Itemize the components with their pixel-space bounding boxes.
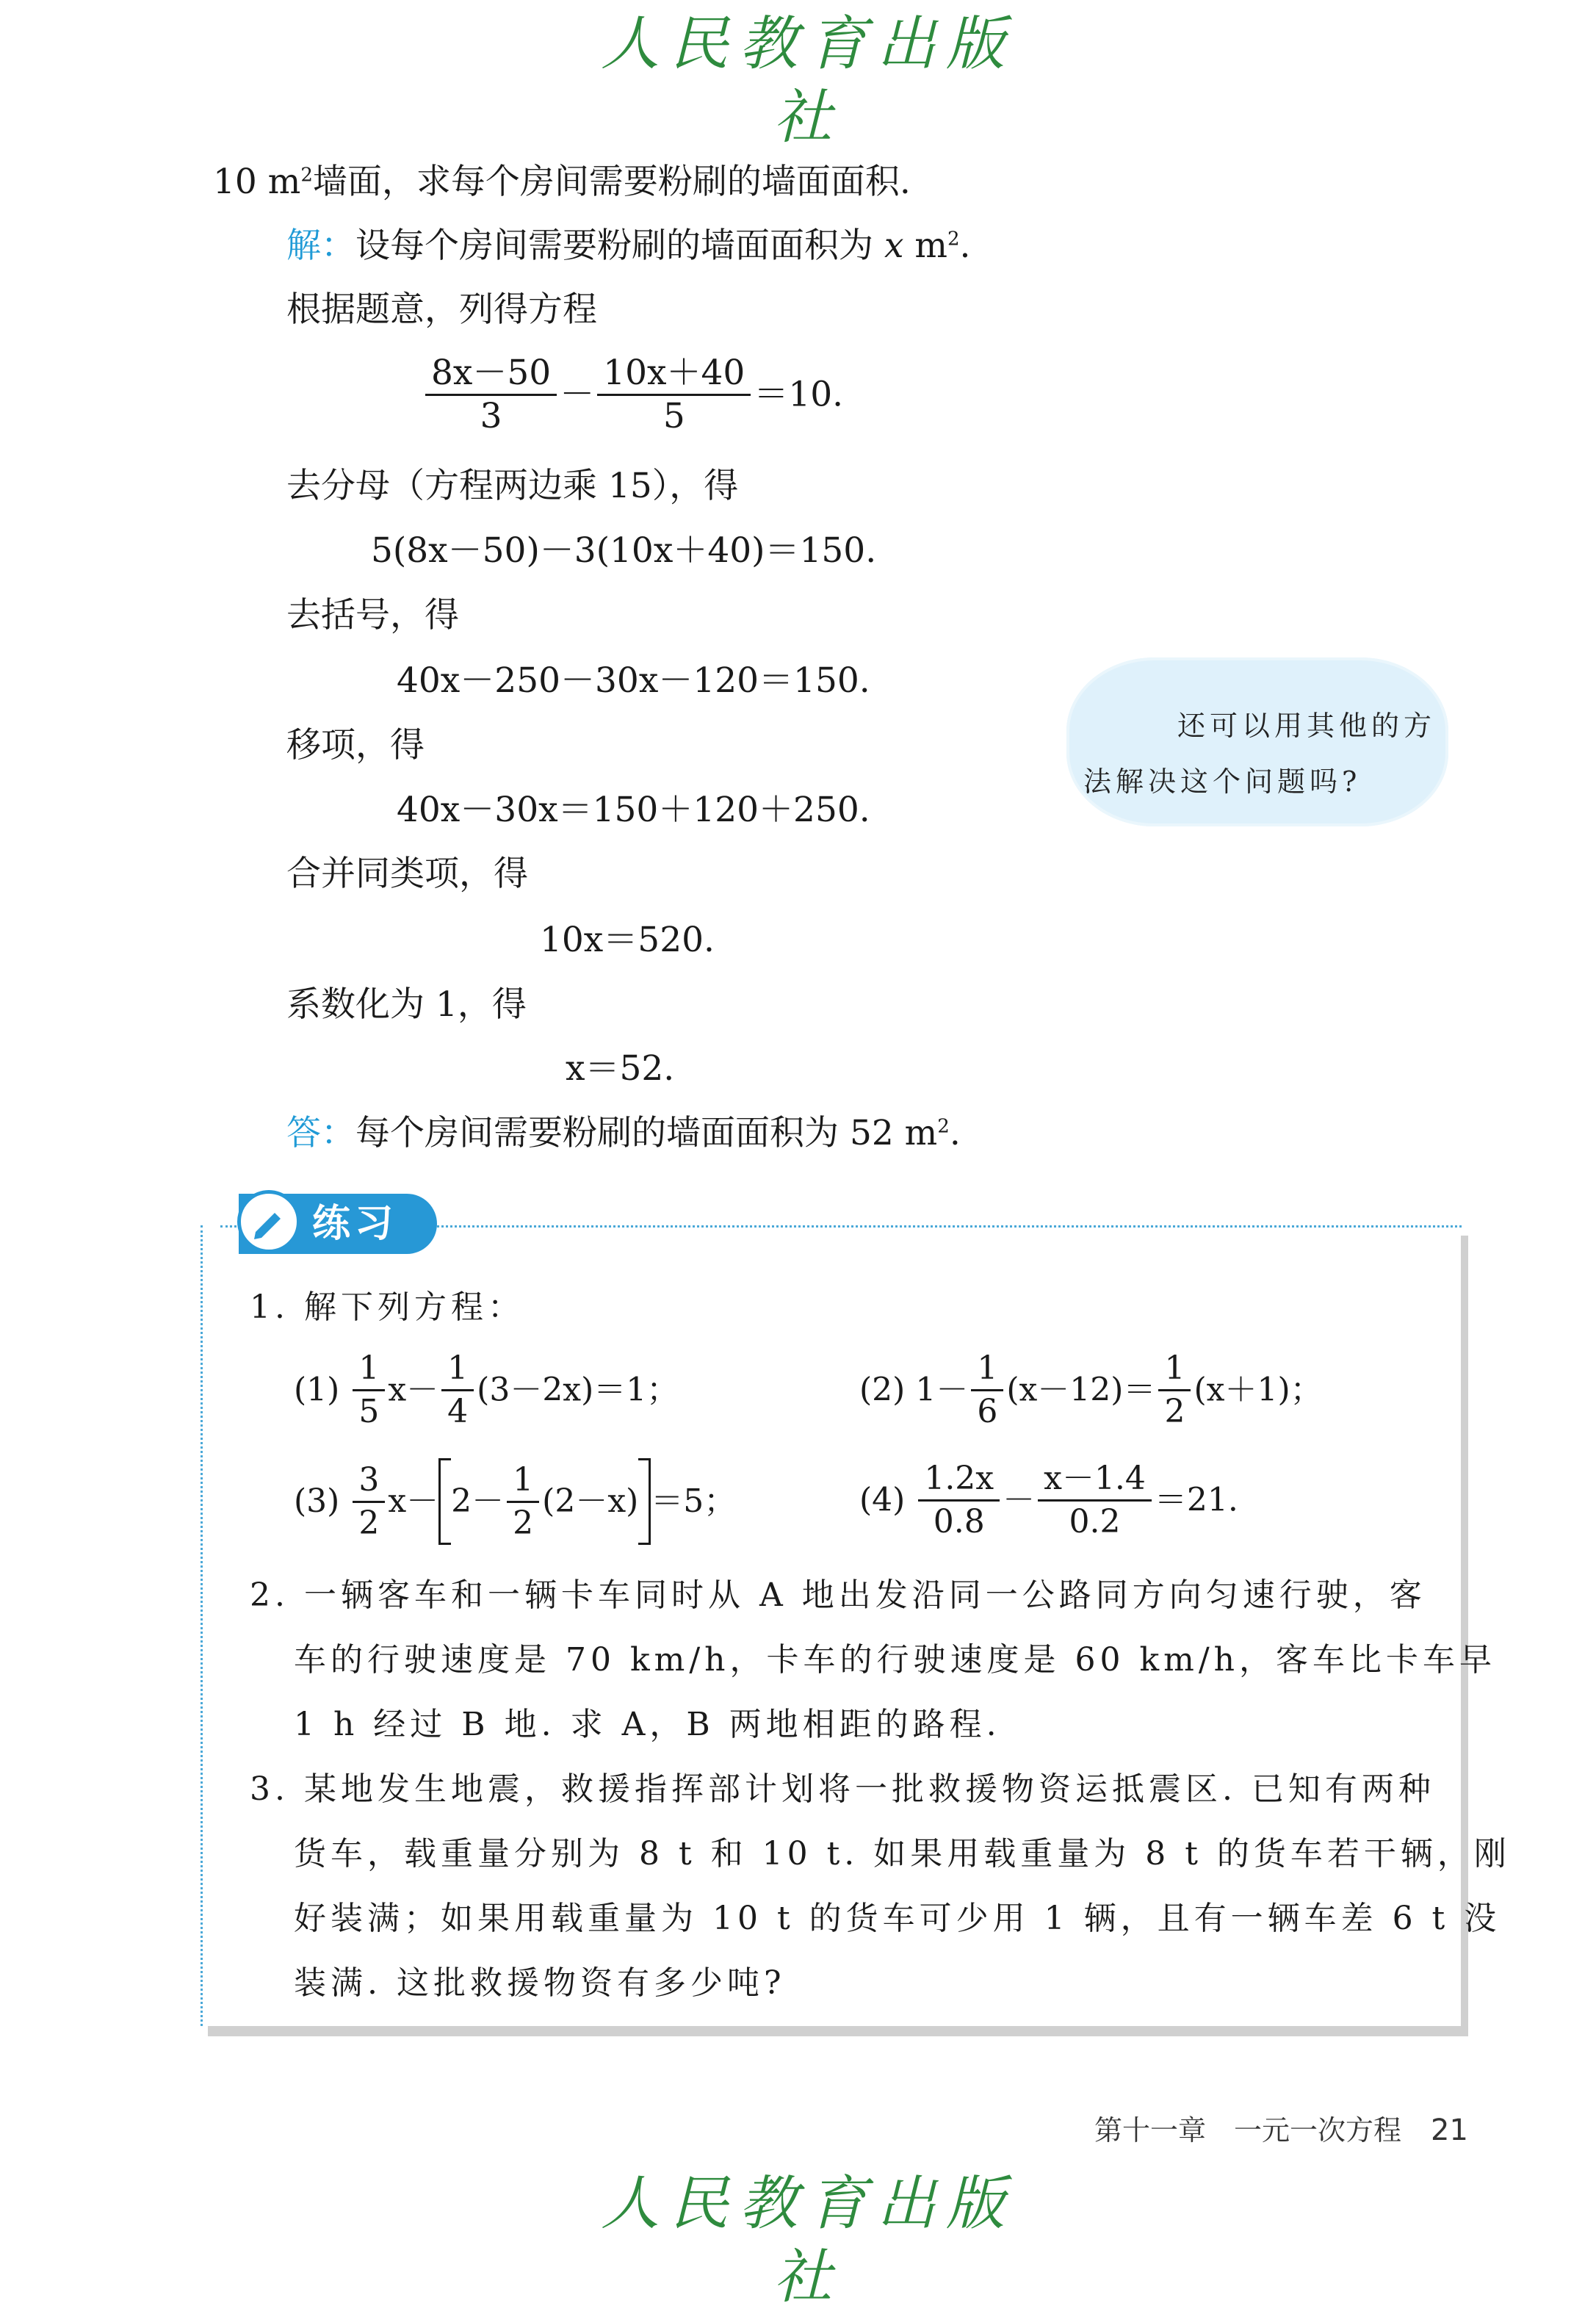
step2-equation: 40x－250－30x－120＝150. [397, 660, 870, 701]
main-equation [422, 353, 843, 437]
answer-label: 答： [286, 1113, 355, 1153]
answer-sup: 2 [937, 1115, 950, 1138]
equation-rhs: ＝10. [754, 374, 844, 415]
step3-equation: 40x－30x＝150＋120＋250. [397, 790, 870, 830]
problem-2-frac-b [1158, 1348, 1191, 1432]
solve-sup: 2 [947, 228, 960, 250]
right-bracket [638, 1458, 651, 1545]
step4-label: 合并同类项，得 [286, 854, 528, 894]
fraction-1-num: 8x－50 [425, 353, 557, 396]
problem-4-frac-a [918, 1458, 1000, 1543]
q3-line-1: 3. 某地发生地震，救援指挥部计划将一批救援物资运抵震区. 已知有两种 [250, 1770, 1435, 1808]
problem-4 [859, 1458, 1238, 1543]
solve-text: 设每个房间需要粉刷的墙面面积为 [355, 226, 873, 266]
problem-1-frac-b-den: 4 [447, 1393, 469, 1430]
solve-var: x [884, 226, 904, 266]
step-equation-label: 根据题意，列得方程 [286, 289, 597, 330]
problem-1-no: (1) [294, 1371, 340, 1409]
problem-2-no: (2) [859, 1371, 906, 1409]
q1-label: 1. 解下列方程： [250, 1288, 524, 1326]
solve-unit: m [914, 226, 947, 266]
solve-line [286, 224, 971, 268]
pencil-icon [237, 1190, 300, 1253]
problem-2 [859, 1348, 1323, 1432]
page-number: 21 [1431, 2113, 1468, 2147]
problem-2-frac-b-den: 2 [1164, 1393, 1185, 1430]
q3-line-3: 好装满；如果用载重量为 10 t 的货车可少用 1 辆，且有一辆车差 6 t 没 [294, 1900, 1501, 1937]
problem-2-lead: 1－ [915, 1371, 969, 1409]
intro-unit: m [267, 162, 301, 202]
intro-text: 墙面，求每个房间需要粉刷的墙面面积. [312, 162, 911, 202]
q3-line-2: 货车，载重量分别为 8 t 和 10 t. 如果用载重量为 8 t 的货车若干辆，刚 [294, 1835, 1511, 1873]
problem-4-frac-b-num: x－1.4 [1038, 1458, 1152, 1502]
problem-2-tail: (x＋1)； [1194, 1371, 1323, 1409]
intro-line [213, 160, 911, 204]
problem-4-tail: ＝21. [1154, 1481, 1238, 1519]
exercise-title: 练习 [312, 1202, 398, 1246]
problem-2-mid: (x－12)＝ [1006, 1371, 1156, 1409]
step2-label: 去括号，得 [286, 595, 459, 635]
left-bracket [438, 1458, 451, 1545]
problem-3-frac-b-den: 2 [513, 1504, 534, 1542]
step5-label: 系数化为 1，得 [286, 984, 527, 1025]
step1-label: 去分母（方程两边乘 15），得 [286, 466, 739, 506]
problem-4-no: (4) [859, 1481, 906, 1519]
step5-equation: x＝52. [566, 1048, 675, 1089]
intro-sup: 2 [300, 164, 313, 187]
publisher-logo-top: 人民教育出版社 [601, 10, 1015, 151]
answer-text: 每个房间需要粉刷的墙面面积为 52 m [355, 1113, 938, 1153]
q2-line-3: 1 h 经过 B 地. 求 A，B 两地相距的路程. [294, 1706, 1001, 1743]
solve-end: . [959, 226, 971, 266]
intro-number: 10 [213, 162, 257, 202]
problem-4-frac-b-den: 0.2 [1069, 1503, 1121, 1540]
problem-3-tail: ＝5； [651, 1482, 737, 1520]
problem-2-frac-b-num: 1 [1158, 1348, 1191, 1391]
minus-sign: － [560, 374, 595, 415]
chapter-title: 第十一章 一元一次方程 [1094, 2114, 1402, 2147]
problem-3-frac-a [353, 1460, 385, 1544]
fraction-2-den: 5 [662, 396, 685, 436]
solve-label: 解： [286, 226, 355, 266]
problem-4-frac-a-num: 1.2x [918, 1458, 1000, 1502]
problem-1-frac-a-den: 5 [358, 1393, 380, 1430]
q2-line-1: 2. 一辆客车和一辆卡车同时从 A 地出发沿同一公路同方向匀速行驶，客 [250, 1576, 1426, 1614]
problem-4-frac-b [1038, 1458, 1152, 1543]
problem-1-frac-b [441, 1348, 474, 1432]
q3-line-4: 装满. 这批救援物资有多少吨? [294, 1964, 786, 2002]
problem-3-inner-lead: 2－ [451, 1482, 505, 1520]
problem-2-frac-a-den: 6 [977, 1393, 998, 1430]
problem-1 [294, 1348, 679, 1432]
problem-3-frac-b [507, 1460, 539, 1544]
problem-3 [294, 1458, 736, 1545]
step4-equation: 10x＝520. [540, 920, 715, 960]
publisher-logo-bottom: 人民教育出版社 [601, 2169, 1015, 2311]
fraction-2-num: 10x＋40 [597, 353, 751, 396]
answer-end: . [949, 1113, 961, 1153]
problem-2-frac-a [971, 1348, 1003, 1432]
answer-line [286, 1111, 961, 1156]
bubble-line-2: 法解决这个问题吗? [1083, 765, 1362, 798]
problem-3-frac-a-den: 2 [358, 1504, 380, 1542]
problem-3-no: (3) [294, 1482, 340, 1520]
problem-3-frac-a-num: 3 [353, 1460, 385, 1503]
q2-line-2: 车的行驶速度是 70 km/h，卡车的行驶速度是 60 km/h，客车比卡车早 [294, 1641, 1497, 1679]
bubble-line-1: 还可以用其他的方 [1177, 710, 1436, 742]
step1-equation: 5(8x－50)－3(10x＋40)＝150. [371, 530, 877, 571]
problem-3-mid: x－ [388, 1482, 439, 1520]
problem-4-minus: － [1003, 1481, 1036, 1519]
problem-1-frac-b-num: 1 [441, 1348, 474, 1391]
problem-2-frac-a-num: 1 [971, 1348, 1003, 1391]
problem-4-frac-a-den: 0.8 [933, 1503, 985, 1540]
problem-3-inner-tail: (2－x) [542, 1482, 639, 1520]
step3-label: 移项，得 [286, 725, 425, 765]
problem-1-mid: x－ [388, 1371, 439, 1409]
fraction-1-den: 3 [480, 396, 502, 436]
fraction-1 [425, 353, 557, 437]
problem-1-frac-a [353, 1348, 385, 1432]
problem-1-tail: (3－2x)＝1； [477, 1371, 679, 1409]
fraction-2 [597, 353, 751, 437]
problem-1-frac-a-num: 1 [353, 1348, 385, 1391]
problem-3-frac-b-num: 1 [507, 1460, 539, 1503]
